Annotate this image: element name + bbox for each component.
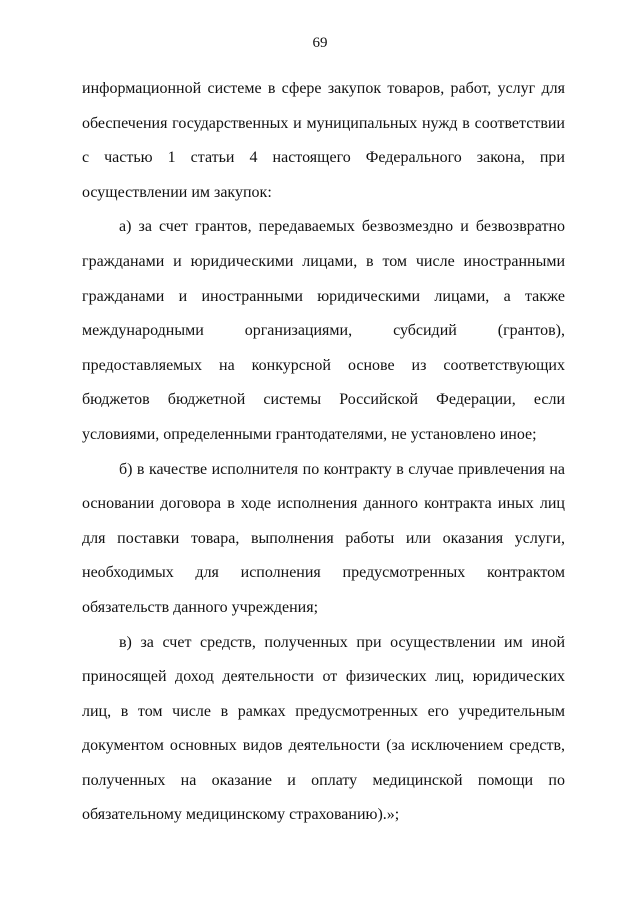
paragraph-item-a: а) за счет грантов, передаваемых безвозмездно и безвозвратно гражданами и юридическими лицами, в том числе иностранными гражданами и иностранными юридическими лицами, а также международными организациями, субсидий (грантов), предоставляемых на конкурсной основе из соответствующих бюджетов бюджетной системы Российской Федерации, если условиями, определенными грантодателями, не установлено иное; [82, 218, 565, 443]
paragraph-item-b: б) в качестве исполнителя по контракту в случае привлечения на основании договора в ходе исполнения данного контракта иных лиц для поставки товара, выполнения работы или оказания услуги, необходимых для исполнения предусмотренных контрактом обязательств данного учреждения; [82, 460, 565, 616]
document-body [82, 72, 565, 833]
paragraph-item-v: в) за счет средств, полученных при осуществлении им иной приносящей доход деятельности от физических лиц, юридических лиц, в том числе в рамках предусмотренных его учредительным документом основных видов деятельности (за исключением средств, полученных на оказание и оплату медицинской помощи по обязательному медицинскому страхованию).»; [82, 633, 565, 824]
page-number: 69 [312, 35, 328, 51]
paragraph-continuation: информационной системе в сфере закупок товаров, работ, услуг для обеспечения государственных и муниципальных нужд в соответствии с частью 1 статьи 4 настоящего Федерального закона, при осуществлении им закупок: [82, 80, 565, 201]
